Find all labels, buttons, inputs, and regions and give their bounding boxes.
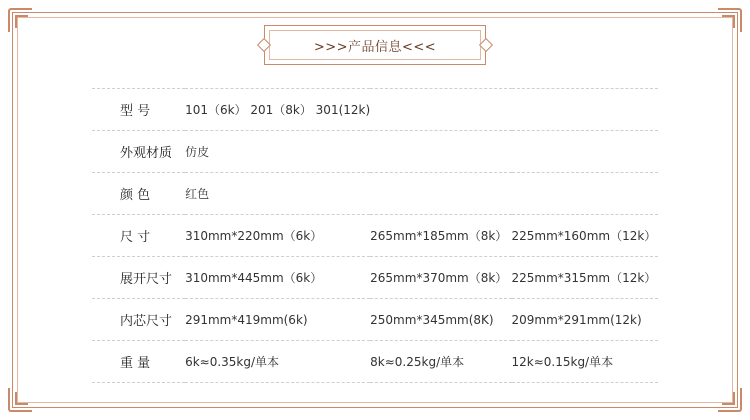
spec-value-1: 310mm*220mm（6k） (185, 229, 323, 243)
spec-value-2 (370, 89, 511, 131)
spec-value-2: 265mm*185mm（8k） (370, 229, 508, 243)
product-spec-table (92, 88, 658, 383)
spec-value-3: 225mm*315mm（12k） (511, 271, 657, 285)
spec-value-1: 6k≈0.35kg/单本 (185, 355, 280, 369)
spec-value-1: 红色 (185, 187, 210, 201)
title-plaque (264, 25, 486, 65)
spec-label: 展开尺寸 (120, 272, 173, 287)
table-row (92, 89, 658, 131)
spec-value-1: 仿皮 (185, 145, 210, 159)
spec-value-1: 310mm*445mm（6k） (185, 271, 323, 285)
table-row (92, 215, 658, 257)
spec-value-3: 209mm*291mm(12k) (511, 312, 642, 327)
spec-value-1: 291mm*419mm(6k) (185, 312, 308, 327)
spec-value-3: 12k≈0.15kg/单本 (511, 355, 614, 369)
spec-label: 外观材质 (120, 146, 173, 161)
spec-label: 颜 色 (120, 188, 151, 203)
spec-value-2 (370, 131, 511, 173)
spec-value-2: 8k≈0.25kg/单本 (370, 355, 465, 369)
spec-label: 型 号 (120, 104, 151, 119)
spec-label: 尺 寸 (120, 230, 151, 245)
corner-ornament-top-left-icon (8, 8, 42, 42)
table-row (92, 131, 658, 173)
spec-value-2: 265mm*370mm（8k） (370, 271, 508, 285)
table-row (92, 341, 658, 383)
spec-value-3 (512, 173, 659, 215)
corner-ornament-top-right-icon (708, 8, 742, 42)
table-row (92, 299, 658, 341)
page-title: >>>产品信息<<< (313, 39, 437, 55)
corner-ornament-bottom-left-icon (8, 378, 42, 412)
spec-value-3: 225mm*160mm（12k） (511, 229, 657, 243)
corner-ornament-bottom-right-icon (708, 378, 742, 412)
table-row (92, 257, 658, 299)
spec-label: 重 量 (120, 356, 151, 371)
spec-value-1: 101（6k） 201（8k） 301(12k) (185, 103, 371, 117)
spec-value-3 (512, 89, 659, 131)
spec-value-2 (370, 173, 511, 215)
spec-label: 内芯尺寸 (120, 314, 173, 329)
spec-value-3 (512, 131, 659, 173)
spec-value-2: 250mm*345mm(8K) (370, 312, 494, 327)
table-row (92, 173, 658, 215)
